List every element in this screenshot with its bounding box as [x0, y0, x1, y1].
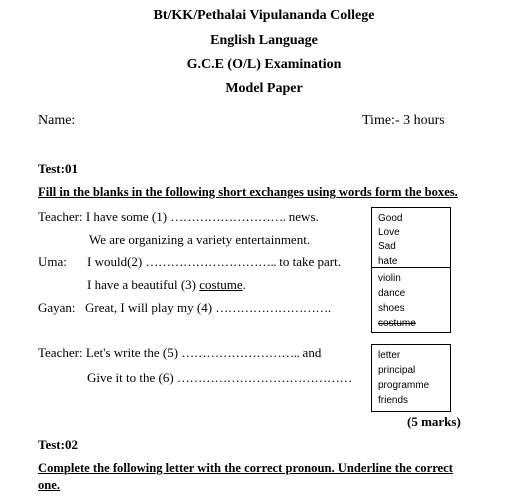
- line-text: Let's write the (5): [85, 345, 182, 360]
- line-text: Great, I will play my (4): [85, 300, 216, 315]
- test2-instruction-line1: Complete the following letter with the correct pronoun. Underline the correct: [38, 461, 453, 475]
- blank-4: ……………………….: [215, 300, 331, 315]
- line-text: I have some (1): [85, 209, 171, 224]
- word-violin: violin: [378, 273, 401, 284]
- dialogue-line-6: [38, 345, 321, 361]
- word-principal: principal: [378, 365, 416, 376]
- line-text: I would(2): [87, 254, 146, 269]
- word-shoes: shoes: [378, 303, 405, 314]
- line-text-after: to take part.: [276, 254, 341, 269]
- test2-title: Test:02: [38, 437, 78, 452]
- test1-title: Test:01: [38, 161, 78, 176]
- word-hate: hate: [378, 256, 398, 267]
- word-box-1: [371, 207, 451, 269]
- paper-title: Model Paper: [225, 81, 303, 96]
- blank-2: …………………………..: [145, 254, 276, 269]
- word-box-2: [371, 267, 451, 333]
- dialogue-line-5: [85, 300, 331, 316]
- word-love: Love: [378, 227, 400, 238]
- blank-6: ……………………………………: [176, 370, 352, 385]
- marks-label: (5 marks): [407, 414, 461, 429]
- name-label: Name:: [38, 113, 76, 128]
- word-costume-crossed: costume: [378, 318, 416, 329]
- exam-title: G.C.E (O/L) Examination: [186, 57, 342, 72]
- dialogue-line-4: I have a beautiful (3) costume.: [87, 277, 246, 292]
- test1-instruction: Fill in the blanks in the following short exchanges using words form the boxes.: [38, 185, 458, 199]
- word-good: Good: [378, 213, 403, 224]
- word-programme: programme: [378, 380, 430, 391]
- line-text-after: and: [299, 345, 322, 360]
- dialogue-line-7: [87, 370, 352, 386]
- word-friends: friends: [378, 395, 409, 406]
- line-text: Give it to the (6): [87, 370, 177, 385]
- blank-1: ……………………….: [170, 209, 286, 224]
- speaker-uma: Uma:: [38, 254, 67, 269]
- line-text-after: news.: [285, 209, 319, 224]
- word-sad: Sad: [378, 241, 396, 252]
- school-name: Bt/KK/Pethalai Vipulananda College: [153, 8, 375, 23]
- word-letter: letter: [378, 350, 401, 361]
- time-label: Time:- 3 hours: [362, 113, 445, 128]
- speaker-gayan: Gayan:: [38, 300, 76, 315]
- dialogue-line-2: We are organizing a variety entertainment.: [89, 232, 311, 247]
- word-dance: dance: [378, 288, 406, 299]
- test2-instruction-line2: one.: [38, 478, 61, 492]
- costume-underlined: costume: [199, 277, 243, 292]
- dialogue-line-3: [87, 254, 341, 270]
- word-box-3: [371, 344, 451, 412]
- speaker-label: Teacher:: [38, 345, 83, 360]
- speaker-label: Teacher:: [38, 209, 83, 224]
- blank-5: ………………………..: [181, 345, 300, 360]
- line-text: I have a beautiful (3): [87, 277, 200, 292]
- subject-title: English Language: [210, 33, 318, 48]
- dialogue-line-1: [38, 209, 319, 225]
